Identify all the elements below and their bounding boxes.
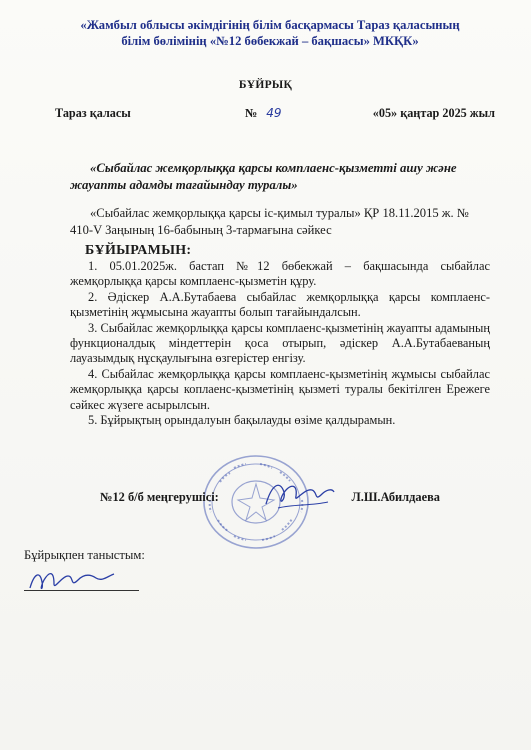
signer-role: №12 б/б меңгерушісі: xyxy=(100,490,219,504)
city-name: Тараз қаласы xyxy=(55,106,131,120)
order-meta xyxy=(55,106,495,122)
orders-heading: БҰЙЫРАМЫН: xyxy=(85,243,192,258)
order-date: «05» қаңтар 2025 жыл xyxy=(372,106,495,120)
document-title: БҰЙРЫҚ xyxy=(238,79,293,91)
org-line-1: «Жамбыл облысы әкімдігінің білім басқармасы Тараз қаласының xyxy=(80,18,460,32)
order-number-value: 49 xyxy=(266,106,282,120)
ack-signature-icon xyxy=(24,562,124,602)
order-item: 3. Сыбайлас жемқорлыққа қарсы комплаенс-қызметінің жауапты адамының функционалдық міндеттерін қоса отырып, әдіскер А.А.Бутабаеваның лауазымдық нұсқаулығына өзгерістер енгізу. xyxy=(70,320,490,366)
signature-row xyxy=(100,490,440,506)
order-items xyxy=(70,259,490,428)
organization-header xyxy=(40,17,500,49)
acknowledgement-label: Бұйрықпен таныстым: xyxy=(24,548,145,562)
legal-basis: «Сыбайлас жемқорлыққа қарсы іс-қимыл туралы» ҚР 18.11.2015 ж. № 410-V Заңының 16-бабының 3-тармағына сәйкес xyxy=(70,206,469,237)
order-item: 1. 05.01.2025ж. бастап №12 бөбекжай – бақшасында сыбайлас жемқорлыққа қарсы комплаенс-қызметін құру. xyxy=(70,259,490,289)
order-item: 2. Әдіскер А.А.Бутабаева сыбайлас жемқорлыққа қарсы комплаенс-қызметінің жұмысына жауапты болып тағайындалсын. xyxy=(70,289,490,320)
signer-name: Л.Ш.Абилдаева xyxy=(351,490,440,504)
acknowledgement-signature-line xyxy=(24,590,139,591)
order-number xyxy=(245,106,282,121)
order-subject: «Сыбайлас жемқорлыққа қарсы комплаенс-қызметті ашу және жауапты адамды тағайындау туралы» xyxy=(70,161,457,192)
org-line-2: білім бөлімінің «№12 бөбекжай – бақшасы» МКҚК» xyxy=(121,34,419,48)
order-number-label: № xyxy=(245,106,258,120)
order-item: 5. Бұйрықтың орындалуын бақылауды өзіме қалдырамын. xyxy=(88,413,396,428)
order-item: 4. Сыбайлас жемқорлыққа қарсы комплаенс-қызметінің жұмысы сыбайлас жемқорлыққа қарсы коплаенс-қызметінің қызметі туралы бекітілген Ережеге сәйкес жүзеге асырылсын. xyxy=(70,366,490,412)
